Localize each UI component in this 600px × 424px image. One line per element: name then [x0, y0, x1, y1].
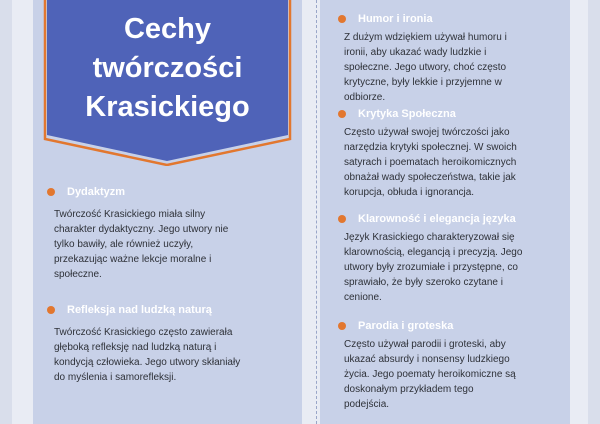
section-heading-text: Klarowność i elegancja języka	[358, 213, 516, 225]
orange-dot-icon	[338, 215, 346, 223]
section-heading-text: Krytyka Społeczna	[358, 108, 456, 120]
orange-dot-icon	[338, 322, 346, 330]
section-heading	[47, 184, 295, 200]
section-heading-text: Parodia i groteska	[358, 320, 454, 332]
section-heading-text: Refleksja nad ludzką naturą	[67, 304, 212, 316]
section-heading	[338, 106, 564, 122]
section-heading	[47, 302, 297, 318]
section-humor	[338, 11, 564, 105]
fold-line	[316, 0, 317, 424]
section-body: Język Krasickiego charakteryzował się klarownością, elegancją i precyzją. Jego utwory były zrozumiałe i przystępne, co sprawiało, że były szeroko czytane i cenione.	[344, 232, 523, 303]
orange-dot-icon	[47, 188, 55, 196]
section-krytyka	[338, 106, 564, 200]
section-parodia	[338, 318, 564, 412]
orange-dot-icon	[47, 306, 55, 314]
section-refleksja	[47, 302, 297, 385]
section-body: Twórczość Krasickiego często zawierała głęboką refleksję nad ludzką naturą i kondycją człowieka. Jego utwory skłaniały do myślenia i samorefleksji.	[54, 327, 241, 383]
title-line-3: Krasickiego	[85, 91, 250, 123]
orange-dot-icon	[338, 15, 346, 23]
section-heading	[338, 318, 564, 334]
orange-dot-icon	[338, 110, 346, 118]
section-body: Często używał swojej twórczości jako narzędzia krytyki społecznej. W swoich satyrach i poematach heroikomicznych obnażał wady społeczeństwa, takie jak korupcja, obłuda i ignorancja.	[344, 127, 517, 198]
section-body: Często używał parodii i groteski, aby ukazać absurdy i nonsensy ludzkiego życia. Jego poematy heroikomiczne są doskonałym przykładem tego podejścia.	[344, 339, 516, 410]
section-klarownosc	[338, 211, 564, 305]
section-heading	[338, 11, 564, 27]
section-dydaktyzm	[47, 184, 295, 282]
section-heading-text: Humor i ironia	[358, 13, 433, 25]
page-title	[33, 10, 302, 127]
section-heading-text: Dydaktyzm	[67, 186, 126, 198]
right-page-edge	[588, 0, 600, 424]
title-line-2: twórczości	[92, 52, 243, 84]
left-page-edge	[0, 0, 12, 424]
section-body: Z dużym wdziękiem używał humoru i ironii, aby ukazać wady ludzkie i społeczne. Jego utwory, choć często krytyczne, były lekkie i przyjemne w odbiorze.	[344, 32, 507, 103]
title-line-1: Cechy	[123, 13, 212, 45]
section-body: Twórczość Krasickiego miała silny charakter dydaktyczny. Jego utwory nie tylko bawiły, ale również uczyły, przekazując ważne lekcje moralne i społeczne.	[54, 209, 229, 280]
section-heading	[338, 211, 564, 227]
